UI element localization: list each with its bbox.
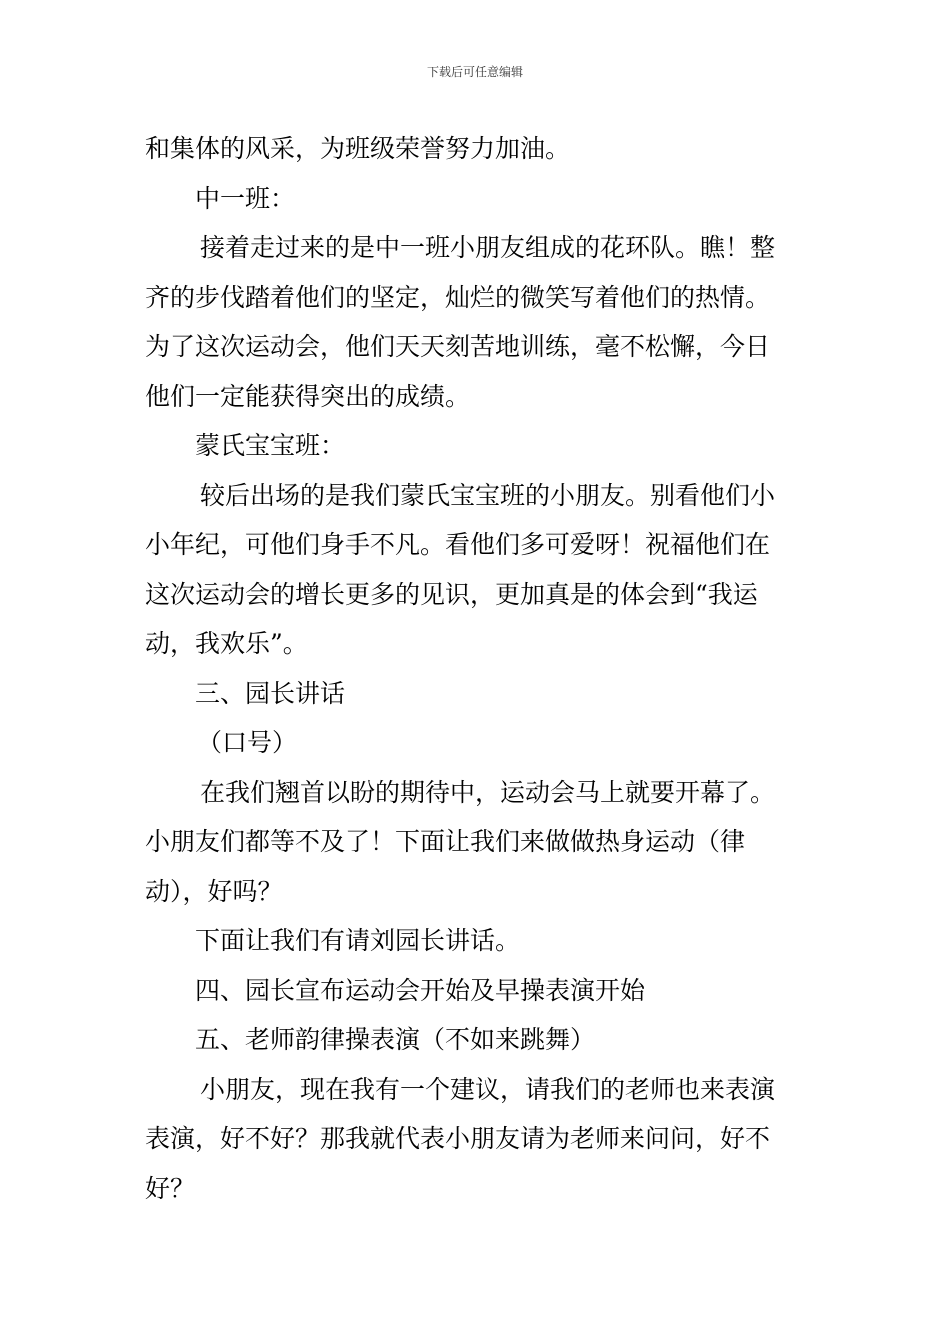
section-heading: 中一班： [195, 183, 296, 213]
text-line: 在我们翘首以盼的期待中，运动会马上就要开幕了。 [200, 777, 776, 807]
text-line: 动），好吗？ [145, 876, 283, 906]
text-line: 较后出场的是我们蒙氏宝宝班的小朋友。别看他们小 [200, 480, 776, 510]
text-line: 为了这次运动会，他们天天刻苦地训练，毫不松懈，今日 [145, 332, 771, 361]
text-line: 好？ [145, 1173, 196, 1203]
text-line: 接着走过来的是中一班小朋友组成的花环队。瞧！整 [200, 233, 776, 262]
page-header: 下载后可任意编辑 [426, 65, 523, 79]
text-line: （口号） [197, 728, 298, 757]
text-line: 小朋友们都等不及了！下面让我们来做做热身运动（律 [145, 827, 746, 856]
text-line: 齐的步伐踏着他们的坚定，灿烂的微笑写着他们的热情。 [145, 282, 771, 312]
text-line: 小年纪，可他们身手不凡。看他们多可爱呀！祝福他们在 [145, 530, 771, 559]
text-line: 动，我欢乐”。 [145, 629, 308, 658]
text-line: 下面让我们有请刘园长讲话。 [195, 926, 521, 955]
text-line: 他们一定能获得突出的成绩。 [145, 381, 471, 411]
section-heading: 四、园长宣布运动会开始及早操表演开始 [195, 975, 646, 1005]
section-heading: 蒙氏宝宝班： [195, 431, 346, 460]
text-line: 和集体的风采，为班级荣誉努力加油。 [145, 134, 571, 163]
text-line: 小朋友，现在我有一个建议，请我们的老师也来表演 [200, 1074, 776, 1104]
section-heading: 三、园长讲话 [195, 678, 346, 708]
section-heading: 五、老师韵律操表演（不如来跳舞） [195, 1025, 596, 1054]
text-line: 表演，好不好？那我就代表小朋友请为老师来问问，好不 [145, 1124, 771, 1153]
text-line: 这次运动会的增长更多的见识，更加真是的体会到“我运 [145, 579, 758, 609]
document-body [145, 124, 810, 1213]
